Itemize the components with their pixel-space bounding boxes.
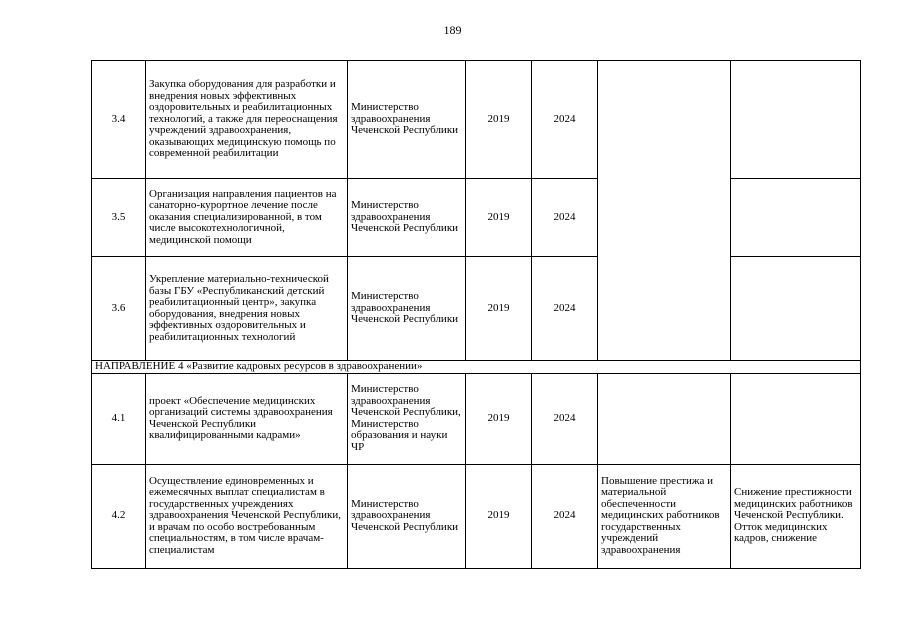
start-year: 2019 <box>466 257 532 361</box>
risk-cell <box>731 373 861 464</box>
table-row-4-1 <box>92 373 861 464</box>
section-heading: НАПРАВЛЕНИЕ 4 «Развитие кадровых ресурсов в здравоохранении» <box>92 361 861 374</box>
responsible-executor: Министерство здравоохранения Чеченской Республики, Министерство образования и науки ЧР <box>348 373 466 464</box>
measure-description: Укрепление материально-технической базы ГБУ «Республиканский детский реабилитационный центр», закупка оборудования, внедрения новых эффективных оздоровительных и реабилитационных технологий <box>146 257 348 361</box>
start-year: 2019 <box>466 61 532 179</box>
measure-description: Организация направления пациентов на санаторно-курортное лечение после оказания специализированной, в том числе высокотехнологичной, медицинской помощи <box>146 179 348 257</box>
row-number: 3.4 <box>92 61 146 179</box>
table-row-4-2 <box>92 464 861 568</box>
start-year: 2019 <box>466 179 532 257</box>
end-year: 2024 <box>532 373 598 464</box>
responsible-executor: Министерство здравоохранения Чеченской Республики <box>348 257 466 361</box>
responsible-executor: Министерство здравоохранения Чеченской Республики <box>348 179 466 257</box>
page-number: 189 <box>443 23 462 37</box>
risk-cell <box>731 257 861 361</box>
risk-cell <box>731 61 861 179</box>
end-year: 2024 <box>532 464 598 568</box>
table-row-3-5 <box>92 179 861 257</box>
start-year: 2019 <box>466 464 532 568</box>
risk-consequence: Снижение престижности медицинских работников Чеченской Республики. Отток медицинских кадров, снижение <box>731 464 861 568</box>
row-number: 3.5 <box>92 179 146 257</box>
end-year: 2024 <box>532 257 598 361</box>
measures-table <box>91 60 861 569</box>
end-year: 2024 <box>532 179 598 257</box>
row-number: 3.6 <box>92 257 146 361</box>
measure-description: проект «Обеспечение медицинских организаций системы здравоохранения Чеченской Республики квалифицированными кадрами» <box>146 373 348 464</box>
table-row-3-6 <box>92 257 861 361</box>
responsible-executor: Министерство здравоохранения Чеченской Республики <box>348 464 466 568</box>
responsible-executor: Министерство здравоохранения Чеченской Республики <box>348 61 466 179</box>
risk-cell <box>731 179 861 257</box>
row-number: 4.2 <box>92 464 146 568</box>
measure-description: Закупка оборудования для разработки и внедрения новых эффективных оздоровительных и реабилитационных технологий, а также для переоснащения учреждений здравоохранения, оказывающих медицинскую помощь по современной реабилитации <box>146 61 348 179</box>
measure-description: Осуществление единовременных и ежемесячных выплат специалистам в государственных учреждениях здравоохранения Чеченской Республики, и врачам по особо востребованным специальностям, в том числе врачам-специалистам <box>146 464 348 568</box>
table-row-3-4 <box>92 61 861 179</box>
expected-result: Повышение престижа и материальной обеспеченности медицинских работников государственных учреждений здравоохранения <box>598 464 731 568</box>
expected-result-cell <box>598 61 731 361</box>
expected-result-cell <box>598 373 731 464</box>
end-year: 2024 <box>532 61 598 179</box>
row-number: 4.1 <box>92 373 146 464</box>
start-year: 2019 <box>466 373 532 464</box>
section-heading-row <box>92 361 861 374</box>
